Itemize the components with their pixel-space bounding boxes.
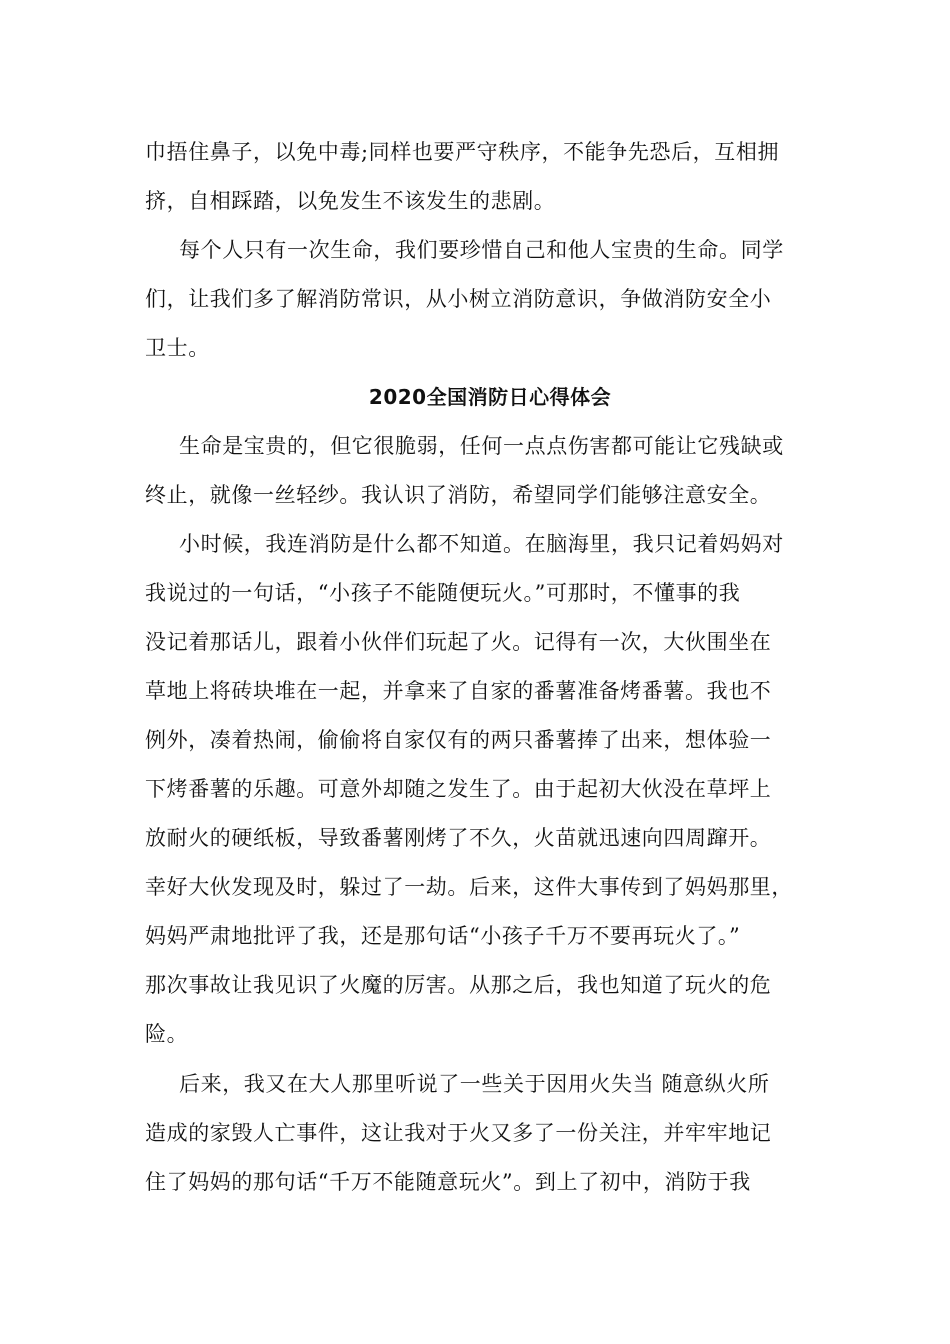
text-line: 每个人只有一次生命，我们要珍惜自己和他人宝贵的生命。同学 <box>179 238 784 262</box>
text-line: 下烤番薯的乐趣。可意外却随之发生了。由于起初大伙没在草坪上 <box>145 777 772 801</box>
text-line: 幸好大伙发现及时，躲过了一劫。后来，这件大事传到了妈妈那里， <box>145 875 793 899</box>
section-heading: 2020全国消防日心得体会 <box>368 385 612 409</box>
text-line: 后来，我又在大人那里听说了一些关于因用火失当 随意纵火所 <box>179 1072 770 1096</box>
text-line: 没记着那话儿，跟着小伙伴们玩起了火。记得有一次，大伙围坐在 <box>145 630 772 654</box>
text-line: 造成的家毁人亡事件，这让我对于火又多了一份关注，并牢牢地记 <box>145 1121 772 1145</box>
text-line: 那次事故让我见识了火魔的厉害。从那之后，我也知道了玩火的危 <box>145 973 772 997</box>
text-line: 们，让我们多了解消防常识，从小树立消防意识，争做消防安全小 <box>145 287 772 311</box>
text-line: 生命是宝贵的，但它很脆弱，任何一点点伤害都可能让它残缺或 <box>179 434 784 458</box>
text-line: 小时候，我连消防是什么都不知道。在脑海里，我只记着妈妈对 <box>179 532 784 556</box>
text-line: 住了妈妈的那句话“千万不能随意玩火”。到上了初中，消防于我 <box>145 1170 751 1194</box>
text-line: 我说过的一句话，“小孩子不能随便玩火。”可那时，不懂事的我 <box>145 581 741 605</box>
text-line: 险。 <box>145 1022 189 1046</box>
text-line: 巾捂住鼻子，以免中毒;同样也要严守秩序，不能争先恐后，互相拥 <box>145 140 780 164</box>
document-body <box>145 128 805 1207</box>
text-line: 挤，自相踩踏，以免发生不该发生的悲剧。 <box>145 189 556 213</box>
text-line: 草地上将砖块堆在一起，并拿来了自家的番薯准备烤番薯。我也不 <box>145 679 772 703</box>
text-line: 妈妈严肃地批评了我，还是那句话“小孩子千万不要再玩火了。” <box>145 924 741 948</box>
text-line: 放耐火的硬纸板，导致番薯刚烤了不久，火苗就迅速向四周蹿开。 <box>145 826 772 850</box>
text-line: 终止，就像一丝轻纱。我认识了消防，希望同学们能够注意安全。 <box>145 483 772 507</box>
text-line: 卫士。 <box>145 336 210 360</box>
text-line: 例外，凑着热闹，偷偷将自家仅有的两只番薯捧了出来，想体验一 <box>145 728 772 752</box>
